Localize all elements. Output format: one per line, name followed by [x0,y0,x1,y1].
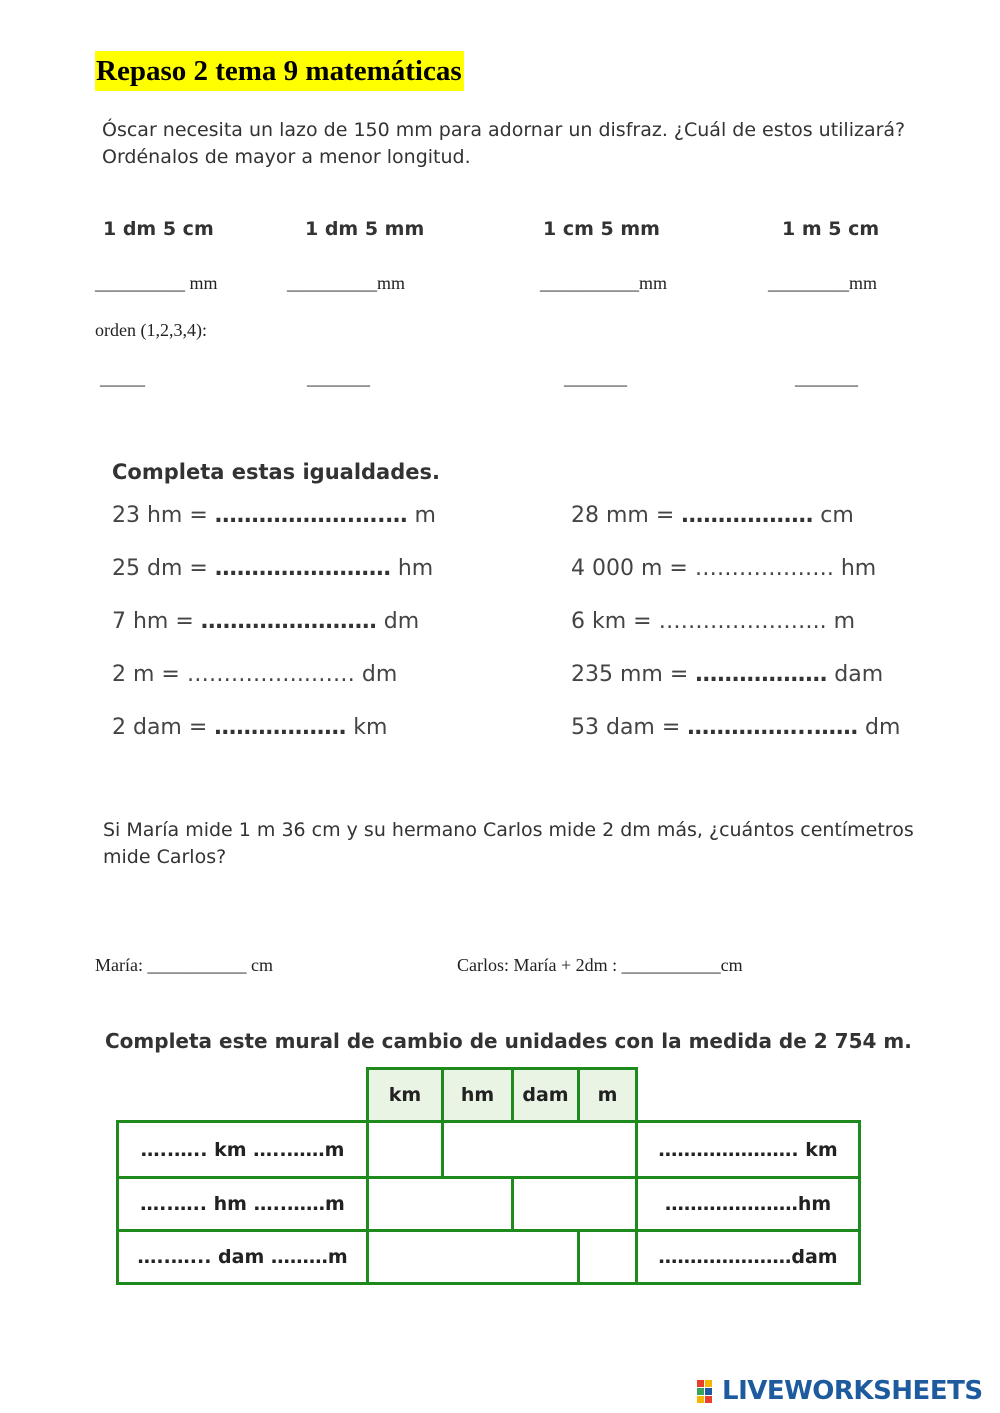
equality-lhs: 6 km = [571,609,652,634]
header-dam: dam [514,1070,577,1120]
equality-lhs: 7 hm = [112,609,194,634]
mural-heading: Completa este mural de cambio de unidades con la medida de 2 754 m. [105,1029,912,1053]
column-divider [441,1123,444,1176]
header-km: km [369,1070,441,1120]
row-1-label[interactable]: …..….. km …..……m [140,1138,345,1161]
orden-blank-3[interactable]: _______ [564,368,627,388]
orden-blank-2[interactable]: _______ [307,368,370,388]
mm-answer-blank-4[interactable]: _________mm [768,273,878,293]
equality-lhs: 53 dam = [571,715,681,740]
equality-lhs: 2 m = [112,662,180,687]
question-1-text: Óscar necesita un lazo de 150 mm para adornar un disfraz. ¿Cuál de estos utilizará? Ordénalos de mayor a menor longitud. [102,119,906,168]
liveworksheets-logo-text: LIVEWORKSHEETS [722,1376,983,1406]
equality-answer-dots[interactable]: ………………. [694,556,834,581]
equality-lhs: 235 mm = [571,662,689,687]
orden-blank-1[interactable]: _____ [100,368,145,388]
liveworksheets-logo-icon [697,1378,719,1404]
header-divider [577,1070,580,1120]
column-divider [577,1229,580,1282]
row-3-label[interactable]: …..…... dam ………m [137,1246,348,1268]
equality-answer-dots[interactable]: …………………… [214,556,391,581]
equality-unit: dm [865,715,901,740]
equality-unit: dm [361,662,398,687]
equality-right-1 [571,503,854,528]
page-title: Repaso 2 tema 9 matemáticas [95,51,464,91]
orden-blank-4[interactable]: _______ [795,368,858,388]
equality-answer-dots[interactable]: ………………….. [658,609,827,634]
equality-answer-dots[interactable]: ……………… [681,503,814,528]
equality-right-5 [571,715,900,740]
row-2-result[interactable]: …………………hm [664,1193,832,1215]
equality-unit: m [833,609,856,634]
orden-label: orden (1,2,3,4): [95,320,207,340]
equality-answer-dots[interactable]: ……………… [214,715,347,740]
equality-unit: cm [820,503,854,528]
mm-answer-blank-3[interactable]: ___________mm [540,273,668,293]
equality-left-3 [112,609,419,634]
unit-header-row [366,1067,638,1123]
equality-lhs: 25 dm = [112,556,208,581]
row-2-label[interactable]: …..….. hm …..……m [140,1193,345,1215]
equality-unit: dam [834,662,884,687]
column-divider [511,1176,514,1229]
equality-answer-dots[interactable]: ……………..…… [687,715,859,740]
equality-left-5 [112,715,387,740]
question-3-text: Si María mide 1 m 36 cm y su hermano Carlos mide 2 dm más, ¿cuántos centímetros mide Carlos? [103,819,914,868]
equality-right-3 [571,609,855,634]
equality-left-4 [112,662,397,687]
liveworksheets-logo [697,1376,983,1406]
equality-unit: m [414,503,436,528]
measure-1: 1 dm 5 cm [103,218,214,240]
equality-left-2 [112,556,433,581]
equality-answer-dots[interactable]: ……………..…… [186,662,355,687]
header-m: m [580,1070,635,1120]
carlos-answer-line[interactable]: Carlos: María + 2dm : ___________cm [457,955,743,975]
equality-answer-dots[interactable]: …………………… [200,609,377,634]
equality-unit: hm [840,556,877,581]
header-divider [511,1070,514,1120]
header-divider [441,1070,444,1120]
equality-right-2 [571,556,876,581]
equality-unit: hm [397,556,434,581]
header-hm: hm [444,1070,511,1120]
mm-answer-blank-1[interactable]: __________ mm [95,273,218,293]
row-3-result[interactable]: …………………dam [658,1246,838,1268]
equality-left-1 [112,503,436,528]
equality-unit: km [353,715,388,740]
unit-conversion-table [116,1120,861,1285]
equalities-heading: Completa estas igualdades. [112,460,440,484]
column-divider [366,1123,369,1282]
equality-lhs: 4 000 m = [571,556,688,581]
measure-3: 1 cm 5 mm [543,218,660,240]
measure-2: 1 dm 5 mm [305,218,425,240]
equality-lhs: 23 hm = [112,503,208,528]
equality-unit: dm [383,609,420,634]
equality-answer-dots[interactable]: ……………….….… [214,503,408,528]
equality-answer-dots[interactable]: ……………… [695,662,828,687]
mm-answer-blank-2[interactable]: __________mm [287,273,406,293]
equality-right-4 [571,662,883,687]
maria-answer-line[interactable]: María: ___________ cm [95,955,273,975]
equality-lhs: 2 dam = [112,715,208,740]
equality-lhs: 28 mm = [571,503,675,528]
row-1-result[interactable]: …………………. km [658,1138,838,1161]
measure-4: 1 m 5 cm [782,218,880,240]
